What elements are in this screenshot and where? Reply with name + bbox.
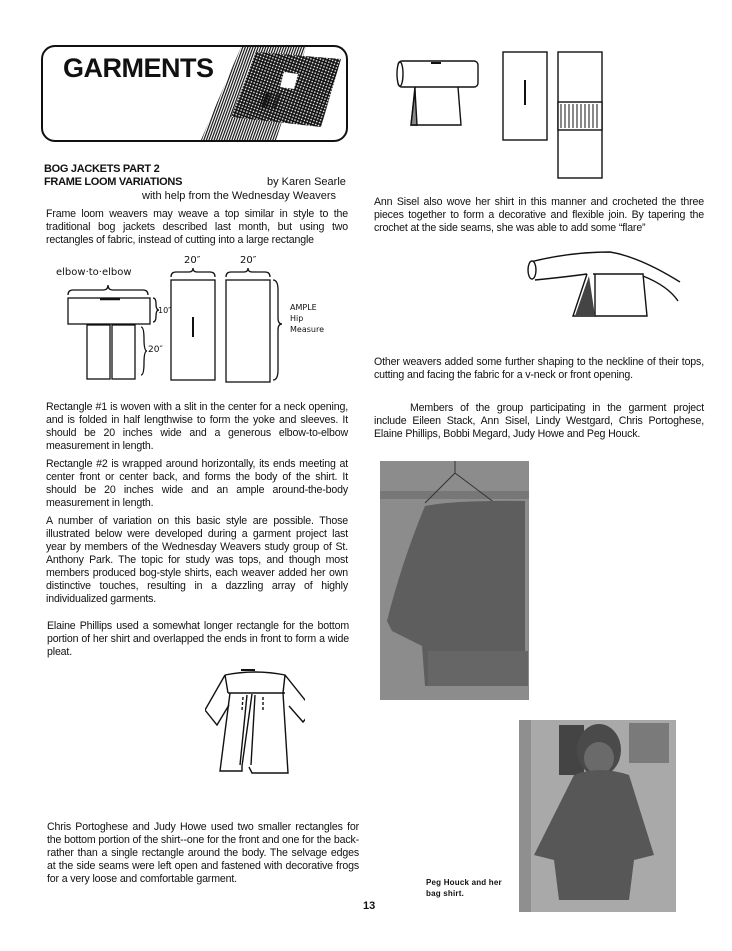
members-paragraph: Members of the group participating in the garment project include Eileen Stack, Ann Sisel, Lindy Westgard, Chris Portoghese, Elaine Phillips, Bobbi Megard, Judy Howe and Peg Houck. [374, 402, 704, 440]
article-heading-line1: BOG JACKETS PART 2 [44, 163, 160, 175]
label-20-rect2: 20″ [240, 255, 257, 266]
woven-pattern-art [186, 47, 346, 140]
photo-peg-houck [519, 720, 676, 912]
rectangles-diagram [56, 255, 360, 390]
label-20-rect1: 20″ [184, 255, 201, 266]
intro-paragraph: Frame loom weavers may weave a top similar in style to the traditional bog jackets described last month, but using two rectangles of fabric, instead of cutting into a large rectangle [46, 208, 348, 246]
ann-paragraph: Ann Sisel also wove her shirt in this manner and crocheted the three pieces together to form a decorative and flexible join. By tapering the crochet at the side seams, she was able to add some “flare” [374, 196, 704, 234]
label-elbow-to-elbow: elbow·to·elbow [56, 267, 132, 278]
byline-help: with help from the Wednesday Weavers [142, 190, 337, 202]
article-heading-line2: FRAME LOOM VARIATIONS [44, 176, 183, 188]
three-pieces-sketch [395, 50, 625, 190]
photo-caption-line2: bag shirt. [426, 889, 465, 898]
chris-judy-paragraph: Chris Portoghese and Judy Howe used two smaller rectangles for the bottom portion of the shirt--one for the front and one for the back- rather than a single rectangle around the body. The selvage edges at the side seams were left open and fastened with decorative frogs for a very loose and comfortable garment. [47, 821, 359, 885]
rectangle2-paragraph: Rectangle #2 is wrapped around horizontally, its ends meeting at center front or center back, and forms the body of the shirt. It should be 20 inches wide and an ample around-the-body measurement in length. [46, 458, 348, 509]
page-number: 13 [363, 900, 376, 912]
label-20-sleeve: 20″ [148, 345, 163, 355]
banner-title: GARMENTS [63, 53, 214, 83]
elaine-paragraph: Elaine Phillips used a somewhat longer rectangle for the bottom portion of her shirt and overlapped the ends in front to form a wide pleat. [47, 620, 349, 658]
pleated-shirt-sketch [205, 665, 305, 775]
photo-caption-line1: Peg Houck and her [426, 878, 502, 887]
variations-paragraph: A number of variation on this basic style are possible. Those illustrated below were developed during a garment project last year by members of the Wednesday Weavers study group of St. Anthony Park. The topic for study was tops, and though most members produced bog-style shirts, each weaver added her own distinctive touches, resulting in a dazzling array of highly individualized garments. [46, 515, 348, 605]
label-measure: Measure [290, 325, 324, 334]
label-ample: AMPLE [290, 303, 317, 312]
photo-shirt-on-hanger [380, 461, 529, 700]
flared-shirt-sketch [525, 250, 685, 330]
rectangle1-paragraph: Rectangle #1 is woven with a slit in the center for a neck opening, and is folded in half lengthwise to form the yoke and sleeves. It should be 20 inches wide and a generous elbow-to-elbow measurement in length. [46, 401, 348, 452]
label-hip: Hip [290, 314, 304, 323]
label-10: 10″ [158, 306, 172, 315]
others-paragraph: Other weavers added some further shaping to the neckline of their tops, cutting and facing the fabric for a v-neck or front opening. [374, 356, 704, 381]
section-banner [41, 45, 348, 142]
byline-author: by Karen Searle [267, 176, 346, 188]
